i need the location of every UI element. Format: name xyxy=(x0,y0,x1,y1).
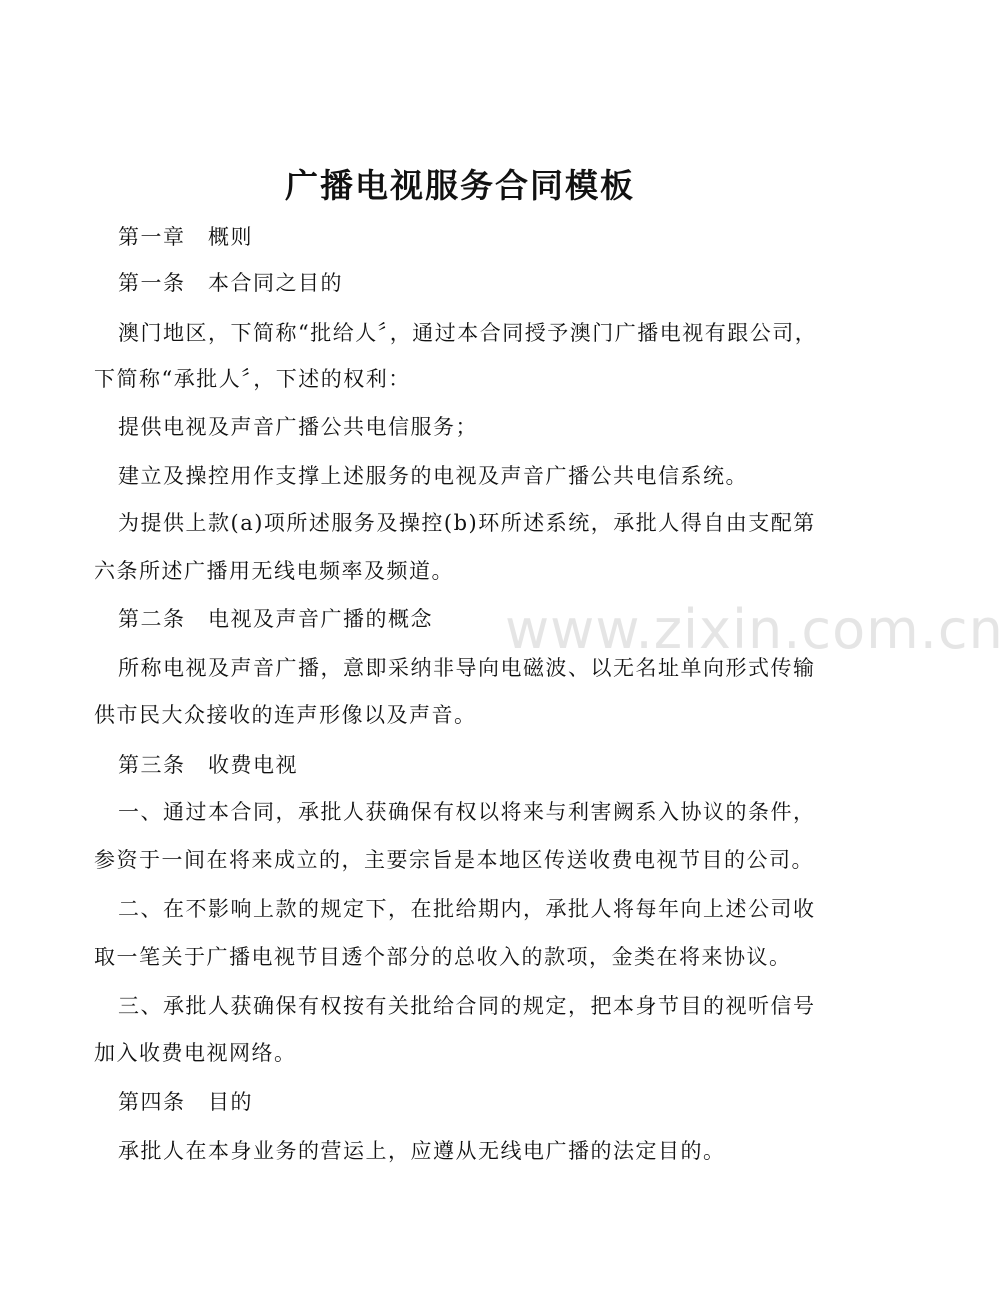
document-title: 广播电视服务合同模板 xyxy=(285,166,635,205)
paragraph-line: 六条所述广播用无线电频率及频道。 xyxy=(94,559,454,583)
article-heading: 第三条 收费电视 xyxy=(118,753,298,777)
paragraph-line: 三、承批人获确保有权按有关批给合同的规定，把本身节目的视听信号 xyxy=(118,994,816,1018)
watermark: www.zixin.com.cn xyxy=(505,598,1004,661)
paragraph-line: 提供电视及声音广播公共电信服务； xyxy=(118,415,478,439)
article-heading: 第二条 电视及声音广播的概念 xyxy=(118,607,433,631)
paragraph-line: 建立及操控用作支撑上述服务的电视及声音广播公共电信系统。 xyxy=(118,464,748,488)
paragraph-line: 加入收费电视网络。 xyxy=(94,1041,297,1065)
article-heading: 第四条 目的 xyxy=(118,1090,253,1114)
paragraph-line: 一、通过本合同，承批人获确保有权以将来与利害阙系入协议的条件， xyxy=(118,800,816,824)
paragraph-line: 所称电视及声音广播，意即采纳非导向电磁波、以无名址单向形式传输 xyxy=(118,656,816,680)
paragraph-line: 澳门地区，下简称“批给人〞，通过本合同授予澳门广播电视有跟公司， xyxy=(118,321,818,345)
paragraph-line: 下简称“承批人〞，下述的权利： xyxy=(94,367,411,391)
paragraph-line: 承批人在本身业务的营运上，应遵从无线电广播的法定目的。 xyxy=(118,1139,726,1163)
article-heading: 第一条 本合同之目的 xyxy=(118,271,343,295)
paragraph-line: 供市民大众接收的连声形像以及声音。 xyxy=(94,703,477,727)
paragraph-line: 取一笔关于广播电视节目透个部分的总收入的款项，金类在将来协议。 xyxy=(94,945,792,969)
paragraph-line: 为提供上款(a)项所述服务及操控(b)环所述系统，承批人得自由支配第 xyxy=(118,511,816,535)
paragraph-line: 二、在不影响上款的规定下，在批给期内，承批人将每年向上述公司收 xyxy=(118,897,816,921)
chapter-heading: 第一章 概则 xyxy=(118,225,253,249)
paragraph-line: 参资于一间在将来成立的，主要宗旨是本地区传送收费电视节目的公司。 xyxy=(94,848,814,872)
